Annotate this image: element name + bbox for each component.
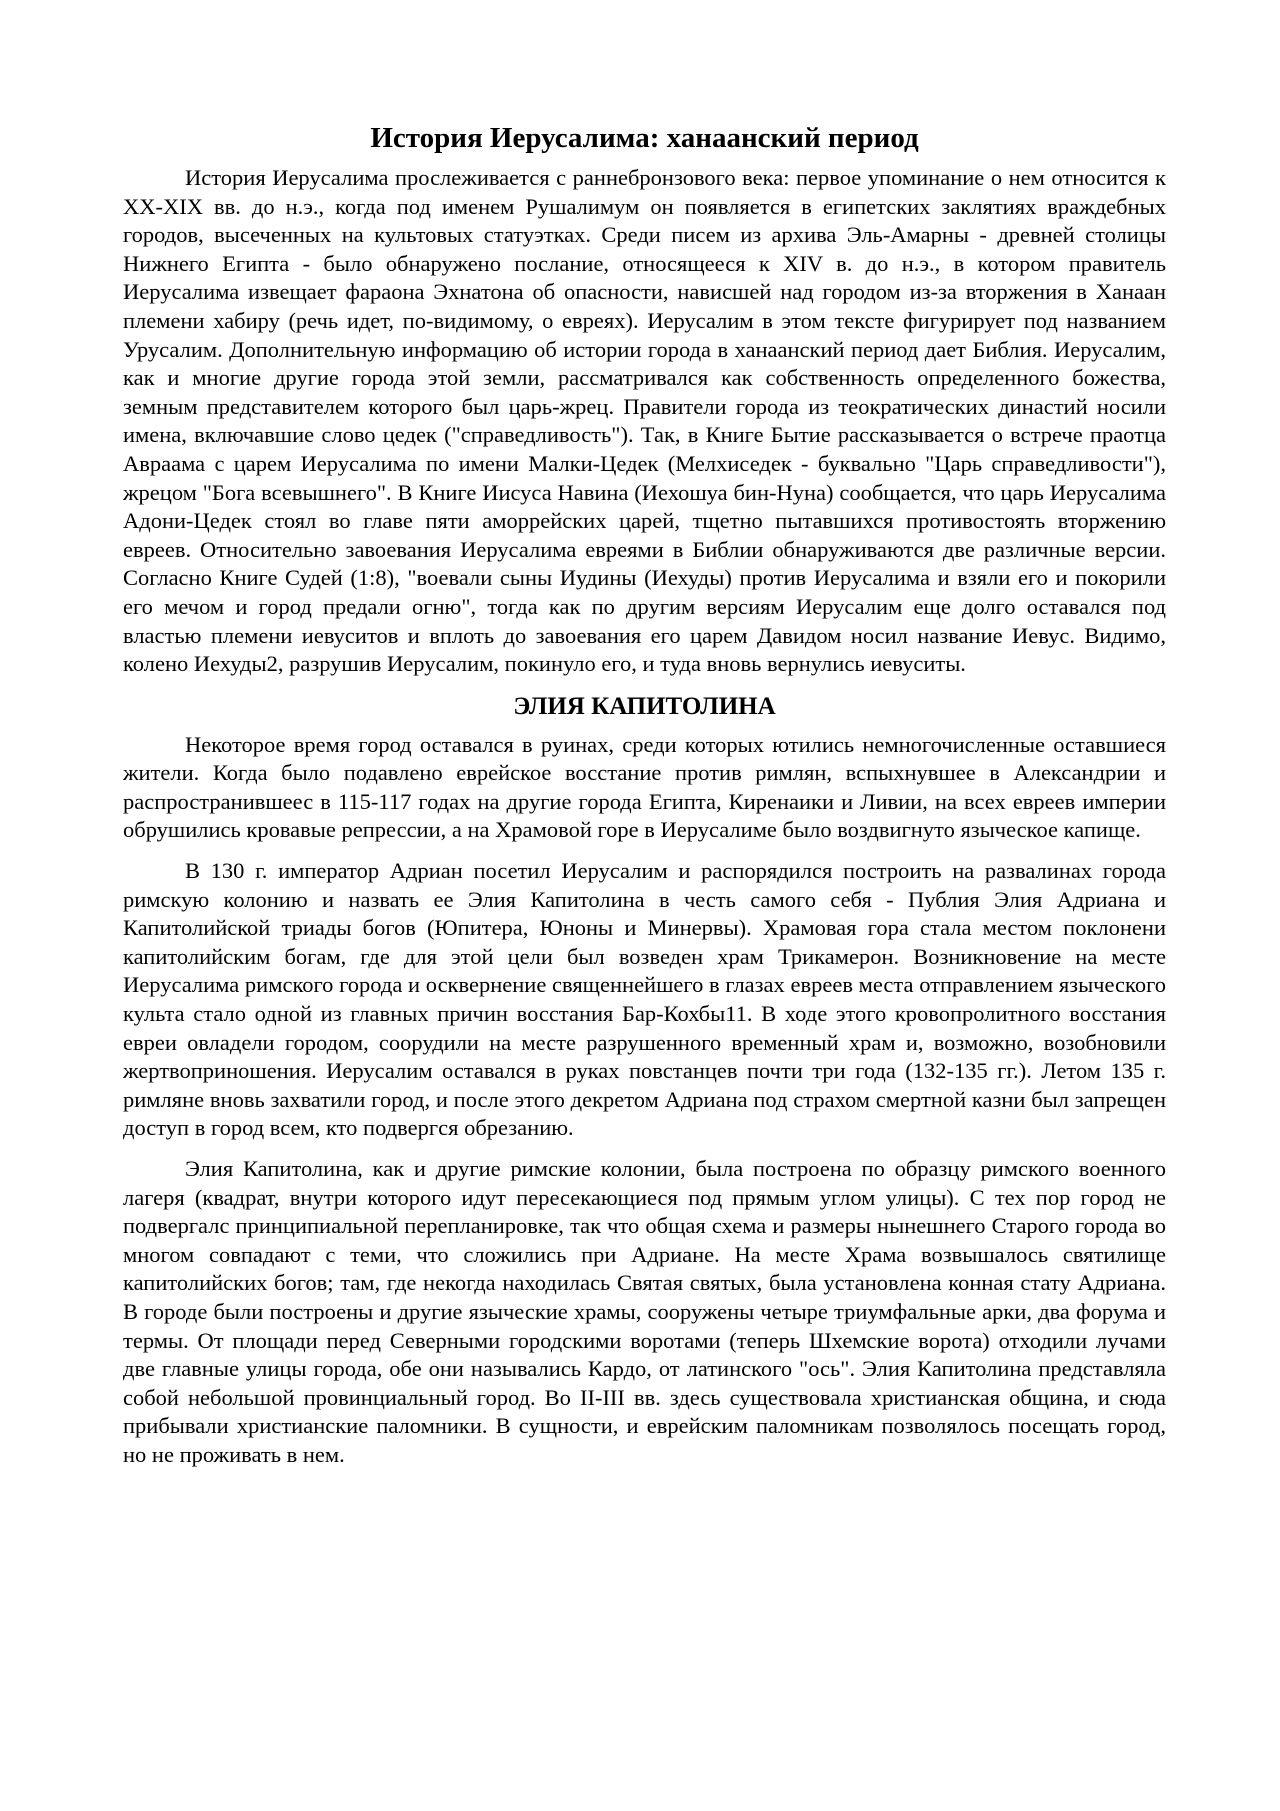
paragraph-city-plan: Элия Капитолина, как и другие римские колонии, была построена по образцу римского военного лагеря (квадрат, внутри которого идут пересекающиеся под прямым углом улицы). С тех пор город не подвергалс принципиальной перепланировке, так что общая схема и размеры нынешнего Старого города во многом совпадают с теми, что сложились при Адриане. На месте Храма возвышалось святилище капитолийских богов; там, где некогда находилась Святая святых, была установлена конная стату Адриана. В городе были построены и другие языческие храмы, сооружены четыре триумфальные арки, два форума и термы. От площади перед Северными городскими воротами (теперь Шхемские ворота) отходили лучами две главные улицы города, обе они назывались Кардо, от латинского "ось". Элия Капитолина представляла собой небольшой провинциальный город. Во II-III вв. здесь существовала христианская община, и сюда прибывали христианские паломники. В сущности, и еврейским паломникам позволялось посещать город, но не проживать в нем. <box>123 1156 1166 1467</box>
document-page <box>123 120 1166 1470</box>
page-title: История Иерусалима: ханаанский период <box>370 122 919 154</box>
paragraph-ruins: Некоторое время город оставался в руинах, среди которых ютились немногочисленные оставшиеся жители. Когда было подавлено еврейское восстание против римлян, вспыхнувшее в Александрии и распространившеес в 115-117 годах на другие города Египта, Киренаики и Ливии, на всех евреев империи обрушились кровавые репрессии, а на Храмовой горе в Иерусалиме было воздвигнуто языческое капище. <box>123 731 1166 843</box>
section-heading-elia-capitolina: ЭЛИЯ КАПИТОЛИНА <box>513 692 776 720</box>
paragraph-intro: История Иерусалима прослеживается с раннебронзового века: первое упоминание о нем относится к XX-XIX вв. до н.э., когда под именем Рушалимум он появляется в египетских заклятиях враждебных городов, высеченных на культовых статуэтках. Среди писем из архива Эль-Амарны - древней столицы Нижнего Египта - было обнаружено послание, относящееся к XIV в. до н.э., в котором правитель Иерусалима извещает фараона Эхнатона об опасности, нависшей над городом из-за вторжения в Ханаан племени хабиру (речь идет, по-видимому, о евреях). Иерусалим в этом тексте фигурирует под названием Урусалим. Дополнительную информацию об истории города в ханаанский период дает Библия. Иерусалим, как и многие другие города этой земли, рассматривался как собственность определенного божества, земным представителем которого был царь-жрец. Правители города из теократических династий носили имена, включавшие слово цедек ("справедливость"). Так, в Книге Бытие рассказывается о встрече праотца Авраама с царем Иерусалима по имени Малки-Цедек (Мелхиседек - буквально "Царь справедливости"), жрецом "Бога всевышнего". В Книге Иисуса Навина (Иехошуа бин-Нуна) сообщается, что царь Иерусалима Адони-Цедек стоял во главе пяти аморрейских царей, тщетно пытавшихся противостоять вторжению евреев. Относительно завоевания Иерусалима евреями в Библии обнаруживаются две различные версии. Согласно Книге Судей (1:8), "воевали сыны Иудины (Иехуды) против Иерусалима и взяли его и покорили его мечом и город предали огню", тогда как по другим версиям Иерусалим еще долго оставался под властью племени иевуситов и вплоть до завоевания его царем Давидом носил название Иевус. Видимо, колено Иехуды2, разрушив Иерусалим, покинуло его, и туда вновь вернулись иевуситы. <box>123 165 1166 677</box>
paragraph-hadrian-colony: В 130 г. император Адриан посетил Иерусалим и распорядился построить на развалинах города римскую колонию и назвать ее Элия Капитолина в честь самого себя - Публия Элия Адриана и Капитолийской триады богов (Юпитера, Юноны и Минервы). Храмовая гора стала местом поклонени капитолийским богам, где для этой цели был возведен храм Трикамерон. Возникновение на месте Иерусалима римского города и осквернение священнейшего в глазах евреев места отправлением языческого культа стало одной из главных причин восстания Бар-Кохбы11. В ходе этого кровопролитного восстания евреи овладели городом, соорудили на месте разрушенного временный храм и, возможно, возобновили жертвоприношения. Иерусалим оставался в руках повстанцев почти три года (132-135 гг.). Летом 135 г. римляне вновь захватили город, и после этого декретом Адриана под страхом смертной казни был запрещен доступ в город всем, кто подвергся обрезанию. <box>123 858 1166 1141</box>
